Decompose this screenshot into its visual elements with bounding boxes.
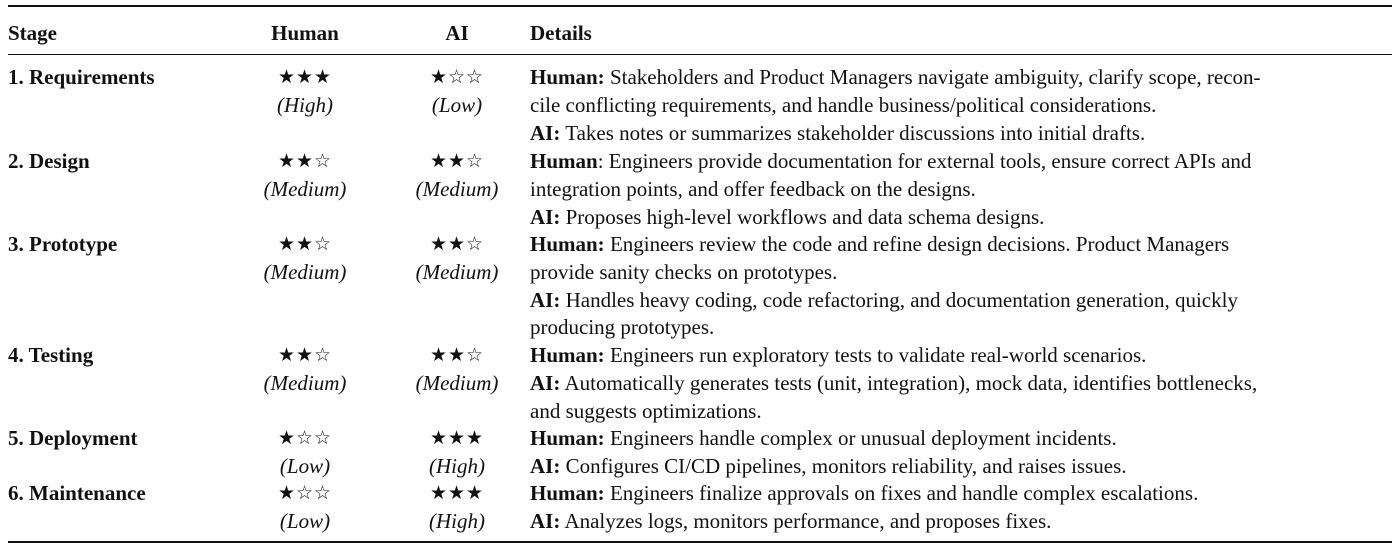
- ai-stars-icon: ★★★: [429, 482, 485, 504]
- human-prefix: Human:: [530, 481, 605, 505]
- details-text: producing prototypes.: [530, 315, 715, 340]
- ai-level: (Medium): [415, 259, 499, 284]
- details: [530, 342, 1390, 425]
- details: [530, 64, 1390, 147]
- details-text: provide sanity checks on prototypes.: [530, 259, 838, 284]
- human-level: (Medium): [263, 370, 347, 395]
- details-text: cile conflicting requirements, and handle business/political considerations.: [530, 92, 1157, 117]
- human-level: (Low): [279, 508, 331, 533]
- human-prefix: Human:: [530, 232, 605, 256]
- stage-table: [8, 5, 1392, 543]
- ai-rating: [384, 148, 530, 204]
- human-rating: [232, 480, 378, 536]
- stage-name: 1. Requirements: [8, 65, 155, 89]
- stage-name: 3. Prototype: [8, 232, 118, 256]
- table-row: [8, 342, 1392, 425]
- table-row: [8, 64, 1392, 148]
- header-human: Human: [271, 21, 339, 45]
- ai-prefix: AI:: [530, 204, 561, 229]
- table-header: [8, 7, 1392, 55]
- details-text: Automatically generates tests (unit, integration), mock data, identifies bottlenecks,: [564, 370, 1258, 395]
- header-stage: Stage: [8, 21, 57, 45]
- ai-rating: [384, 342, 530, 398]
- human-rating: [232, 342, 378, 398]
- human-rating: [232, 425, 378, 481]
- details-text: Analyzes logs, monitors performance, and proposes fixes.: [564, 508, 1052, 533]
- human-stars-icon: ★☆☆: [277, 482, 333, 504]
- human-stars-icon: ★★☆: [277, 344, 333, 366]
- ai-prefix: AI:: [530, 453, 561, 478]
- details-text: integration points, and offer feedback on the designs.: [530, 176, 976, 201]
- details-text: Engineers review the code and refine design decisions. Product Managers: [609, 232, 1230, 256]
- ai-level: (Medium): [415, 370, 499, 395]
- details-text: Stakeholders and Product Managers navigate ambiguity, clarify scope, recon-: [609, 65, 1261, 89]
- ai-level: (High): [429, 508, 485, 533]
- details-text: Engineers finalize approvals on fixes and handle complex escalations.: [609, 481, 1199, 505]
- human-level: (Medium): [263, 176, 347, 201]
- human-prefix: Human:: [530, 343, 605, 367]
- details: [530, 148, 1390, 231]
- human-rating: [232, 64, 378, 120]
- human-stars-icon: ★☆☆: [277, 427, 333, 449]
- details: [530, 425, 1390, 481]
- stage-name: 5. Deployment: [8, 426, 138, 450]
- ai-prefix: AI:: [530, 287, 561, 312]
- ai-stars-icon: ★★☆: [429, 150, 485, 172]
- stage-name: 4. Testing: [8, 343, 94, 367]
- header-ai: AI: [445, 21, 469, 45]
- table-row: [8, 148, 1392, 231]
- human-stars-icon: ★★★: [277, 66, 333, 88]
- human-level: (High): [277, 92, 333, 117]
- ai-level: (Medium): [415, 176, 499, 201]
- ai-stars-icon: ★★☆: [429, 233, 485, 255]
- ai-prefix: AI:: [530, 508, 561, 533]
- ai-prefix: AI:: [530, 370, 561, 395]
- human-prefix: Human:: [530, 426, 605, 450]
- human-rating: [232, 231, 378, 287]
- details-text: Takes notes or summarizes stakeholder discussions into initial drafts.: [565, 120, 1146, 145]
- details-text: : Engineers provide documentation for external tools, ensure correct APIs and: [597, 149, 1252, 173]
- human-rating: [232, 148, 378, 204]
- details-text: Handles heavy coding, code refactoring, and documentation generation, quickly: [565, 287, 1238, 312]
- header-details: Details: [530, 21, 592, 45]
- details-text: Proposes high-level workflows and data schema designs.: [565, 204, 1045, 229]
- table-row: [8, 231, 1392, 342]
- ai-rating: [384, 64, 530, 120]
- stage-name: 2. Design: [8, 149, 90, 173]
- ai-stars-icon: ★★★: [429, 427, 485, 449]
- ai-rating: [384, 480, 530, 536]
- ai-rating: [384, 425, 530, 481]
- ai-prefix: AI:: [530, 120, 561, 145]
- ai-level: (High): [429, 453, 485, 478]
- table-row: [8, 480, 1392, 541]
- human-prefix: Human:: [530, 65, 605, 89]
- ai-stars-icon: ★★☆: [429, 344, 485, 366]
- human-stars-icon: ★★☆: [277, 150, 333, 172]
- details: [530, 231, 1390, 342]
- ai-rating: [384, 231, 530, 287]
- details-text: and suggests optimizations.: [530, 398, 762, 423]
- details-text: Configures CI/CD pipelines, monitors reliability, and raises issues.: [565, 453, 1127, 478]
- details-text: Engineers run exploratory tests to validate real-world scenarios.: [609, 343, 1147, 367]
- table-row: [8, 425, 1392, 480]
- ai-stars-icon: ★☆☆: [429, 66, 485, 88]
- human-level: (Low): [279, 453, 331, 478]
- ai-level: (Low): [431, 92, 483, 117]
- human-stars-icon: ★★☆: [277, 233, 333, 255]
- human-prefix: Human: [530, 149, 598, 173]
- details: [530, 480, 1390, 536]
- details-text: Engineers handle complex or unusual deployment incidents.: [609, 426, 1117, 450]
- human-level: (Medium): [263, 259, 347, 284]
- stage-name: 6. Maintenance: [8, 481, 146, 505]
